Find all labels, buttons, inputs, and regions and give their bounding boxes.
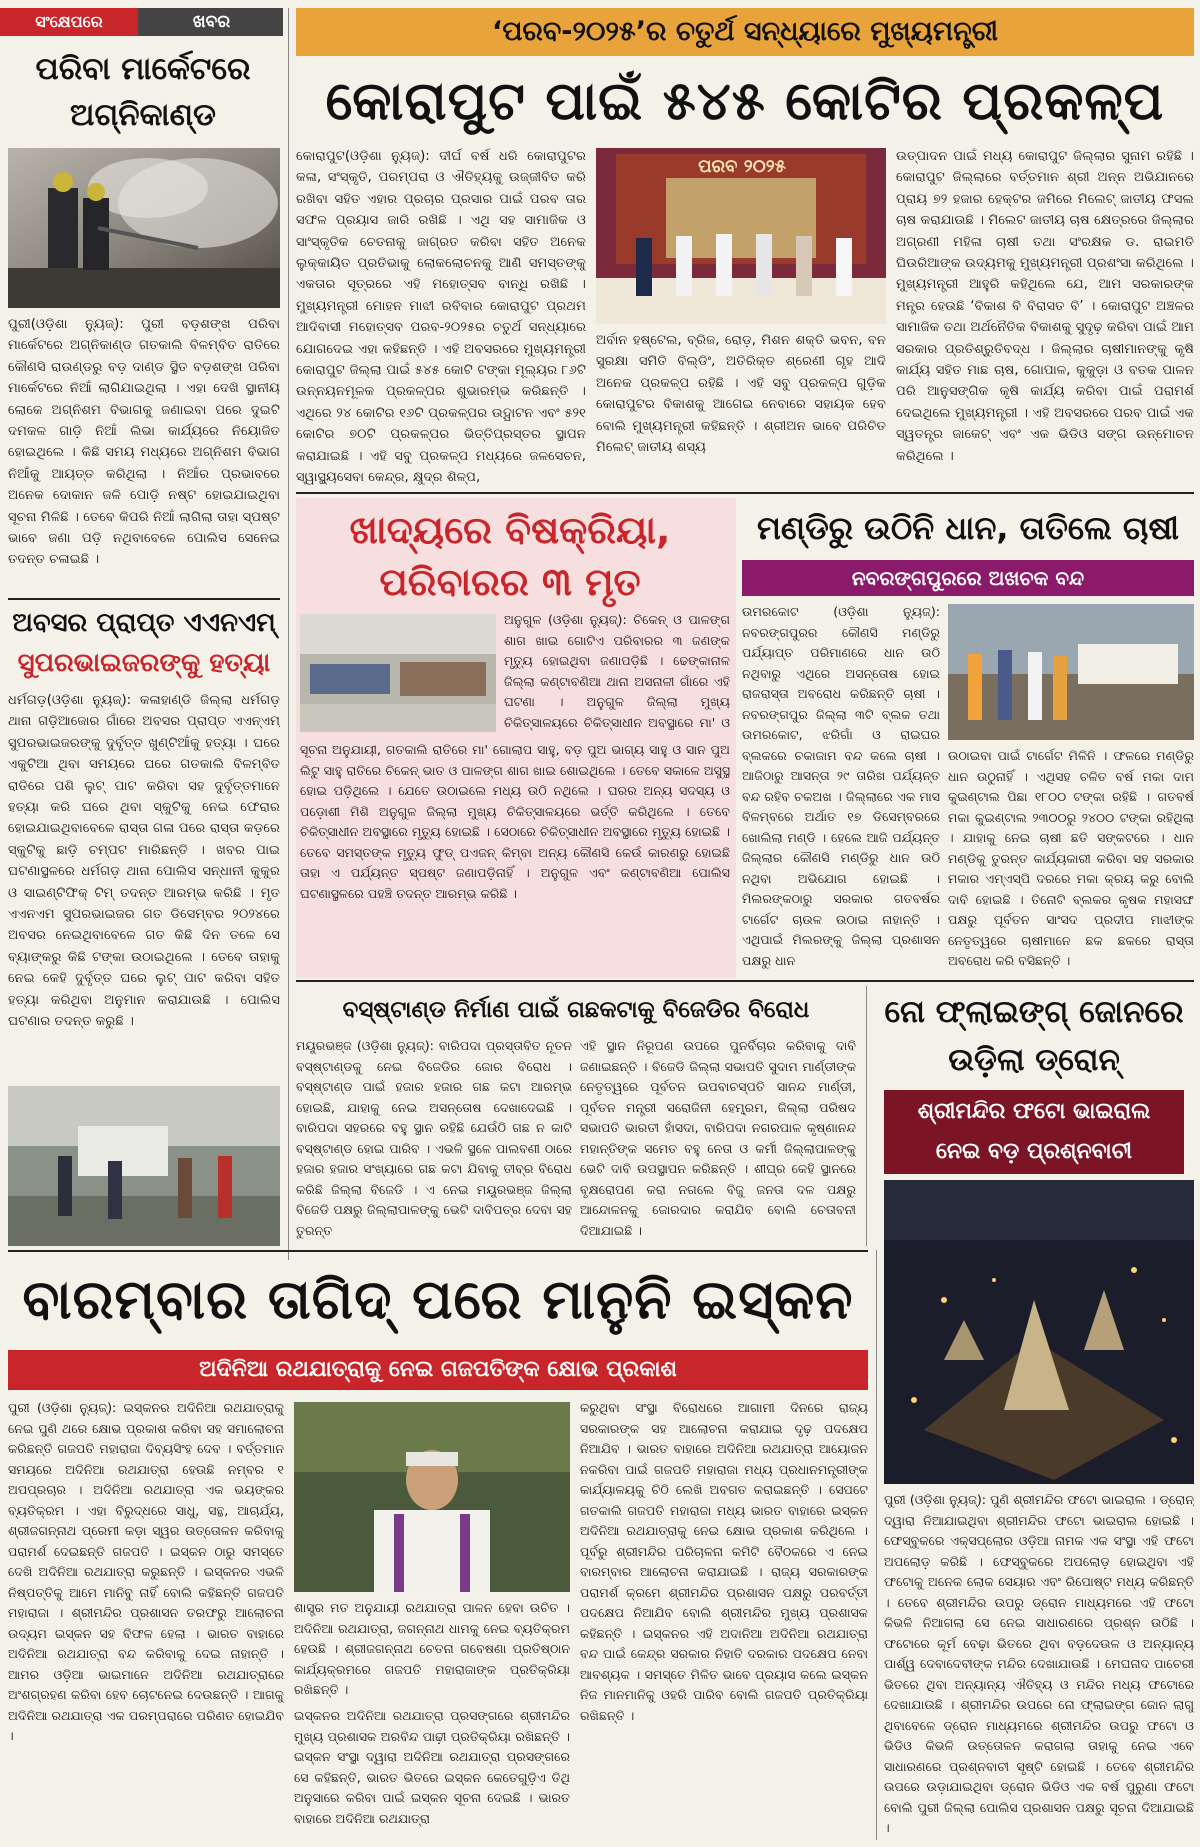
iskcon-subhead: ଅଦିନିଆ ରଥଯାତ୍ରାକୁ ନେଇ ଗଜପତିଙ୍କ କ୍ଷୋଭ ପ୍ରକାଶ xyxy=(8,1350,868,1390)
drone-subhead-2: ନେଇ ବଡ଼ ପ୍ରଶ୍ନବାଚୀ xyxy=(935,1139,1133,1164)
drone-headline-1: ନୋ ଫ୍ଲାଇଙ୍ଗ୍ ଜୋନରେ xyxy=(884,994,1184,1030)
lead-col-3: ଉତ୍ପାଦନ ପାଇଁ ମଧ୍ୟ କୋରାପୁଟ ଜିଲ୍ଲାର ସୁନାମ ରହିଛି । କୋରାପୁଟ ଜିଲ୍ଲାରେ ବର୍ତ୍ତମାନ ଶ୍ରୀ ଅନ୍ନ ଅଭିଯାନରେ ପ୍ରାୟ ୭୨ ହଜାର ହେକ୍ଟର ଜମିରେ ମିଲେଟ୍ ଜାତୀୟ ଫସଲ ଚାଷ କରାଯାଉଛି । ମିଲେଟ ଜାତୀୟ ଚାଷ କ୍ଷେତ୍ରରେ ଜିଲ୍ଲାର ଅଗ୍ରଣୀ ମହିଳା ଚାଷୀ ତଥା ସଂରକ୍ଷକ ଡ. ରାଇମତି ଘିଉରିଆଙ୍କ ଉଦ୍ୟମକୁ ମୁଖ୍ୟମନ୍ତ୍ରୀ ପ୍ରଶଂସା କରିଥିଲେ । ମୁଖ୍ୟମନ୍ତ୍ରୀ ଆହୁରି କହିଥିଲେ ଯେ, ଆମ ସରକାରଙ୍କ ମନ୍ତ୍ର ହେଉଛି ‘ବିକାଶ ବି ବିରାସତ ବି’ । କୋରାପୁଟ ଅଞ୍ଚଳର ସାମାଜିକ ତଥା ଅର୍ଥନୈତିକ ବିକାଶକୁ ସୁଦୃଢ଼ କରିବା ପାଇଁ ଆମ ସରକାର ପ୍ରତିଶ୍ରୁତିବଦ୍ଧ । ଜିଲ୍ଲାର ଚାଷୀମାନଙ୍କୁ କୃଷି କାର୍ଯ୍ୟ ସହିତ ମାଛ ଚାଷ, ଗୋପାଳ, କୁକୁଡ଼ା ଓ ବତକ ପାଳନ ପରି ଆନୁସଙ୍ଗିକ କୃଷି କାର୍ଯ୍ୟ କରିବା ପାଇଁ ପରାମର୍ଶ ଦେଇଥିଲେ ମୁଖ୍ୟମନ୍ତ୍ରୀ । ଏହି ଅବସରରେ ପରବ ପାଇଁ ଏକ ସ୍ୱତନ୍ତ୍ର ଜାକେଟ୍ ଏବଂ ଏକ ଭିଡିଓ ସଙ୍ଗ ଉନ୍ମୋଚନ କରିଥିଲେ । xyxy=(896,149,1194,464)
iskcon-col-1: ପୁରୀ (ଓଡ଼ିଶା ନ୍ୟୁଜ୍): ଇସ୍କନର ଅଦିନିଆ ରଥଯାତ୍ରାକୁ ନେଇ ପୁଣି ଥରେ କ୍ଷୋଭ ପ୍ରକାଶ କରିବା ସହ ସମାଲୋଚନା କରିଛନ୍ତି ଗଜପତି ମହାରାଜା ଦିବ୍ୟସିଂହ ଦେବ । ବର୍ତ୍ତମାନ ସମୟରେ ଅଦିନିଆ ରଥଯାତ୍ରା ହେଉଛି ନମ୍ବର ୧ ଅପପ୍ରଚାର । ଅଦିନିଆ ରଥଯାତ୍ରା ଏକ ଭୟଙ୍କର ବ୍ୟତିକ୍ରମ । ଏହା ବିରୁଦ୍ଧରେ ସାଧୁ, ସନ୍ଥ, ଆଚାର୍ଯ୍ୟ, ଶ୍ରୀଜଗନ୍ନାଥ ପ୍ରେମୀ କଡ଼ା ସ୍ୱର ଉତ୍ତୋଳନ କରିବାକୁ ପରାମର୍ଶ ଦେଇଛନ୍ତି ଗଜପତି । ଇସ୍କନ ଠାରୁ ସମସ୍ତେ ଦେଖି ଅଦିନିଆ ରଥଯାତ୍ରା କରୁଛନ୍ତି । ଇସ୍କନର ଏଭଳି ନିଷ୍ପତ୍ତିକୁ ଆମେ ମାନିବୁ ନାହିଁ ବୋଲି କହିଛନ୍ତି ଗଜପତି ମହାରାଜା । ଶ୍ରୀମନ୍ଦିର ପ୍ରଶାସନ ତରଫରୁ ଆଲୋଚନା ଉଦ୍ୟମ ଇସ୍କନ ସହ ବିଫଳ ହେଲା । ଭାରତ ବାହାରେ ଅଦିନିଆ ରଥଯାତ୍ରା ବନ୍ଦ କରିବାକୁ ଦେଇ ନାହାନ୍ତି । ଆମର ଓଡ଼ିଆ ଭାଇମାନେ ଅଦିନିଆ ରଥଯାତ୍ରାରେ ଅଂଶଗ୍ରହଣ କରିବା ହେବ ଚୋଟନେଇ ଦେଉଛନ୍ତି । ଆଗକୁ ଅଦିନିଆ ରଥଯାତ୍ରା ଏକ ପରମ୍ପରାରେ ପରିଣତ ହୋଇଯିବ । xyxy=(8,1400,284,1743)
brief-tag xyxy=(0,8,283,36)
poison-col-1: ଅନୁଗୁଳ (ଓଡ଼ିଶା ନ୍ୟୁଜ୍): ଚିକେନ୍ ଓ ପାଳଙ୍ଗ ଶାଗ ଖାଇ ଗୋଟିଏ ପରିବାରର ୩ ଜଣଙ୍କ ମୃତ୍ୟୁ ହୋଇଥିବା ଜଣାପଡ଼ିଛି । ଢେଙ୍କାନାଳ ଜିଲ୍ଲା କଣ୍ଟାବଣିଆ ଥାନା ଅସନାଳୀ ଗାଁରେ ଏହି ଘଟଣା । ଅନୁଗୁଳ ଜିଲ୍ଲା ମୁଖ୍ୟ ଚିକିତ୍ସାଳୟରେ ଚିକିତ୍ସାଧୀନ ଅବସ୍ଥାରେ ମା' ଓ xyxy=(504,612,730,730)
poison-col-2: ସୂଚନା ଅନୁଯାୟୀ, ଗତକାଲି ରାତିରେ ମା' ଗୋଲାପ ସାହୁ, ବଡ଼ ପୁଅ ଭାଗ୍ୟ ସାହୁ ଓ ସାନ ପୁଅ ଲିଟୁ ସାହୁ ରାତିରେ ଚିକେନ୍ ଭାତ ଓ ପାଳଙ୍ଗ ଶାଗ ଖାଇ ଶୋଇଥିଲେ । ତେବେ ସକାଳେ ଅସୁସ୍ଥ ହୋଇ ପଡ଼ିଥିଲେ । ଯେତେ ଉଠାଇଲେ ମଧ୍ୟ ଉଠି ନଥିଲେ । ଘରର ଅନ୍ୟ ସଦସ୍ୟ ଓ ପଡ଼ୋଶୀ ମିଶି ଅନୁଗୁଳ ଜିଲ୍ଲା ମୁଖ୍ୟ ଚିକିତ୍ସାଳୟରେ ଭର୍ତ୍ତି କରିଥିଲେ । ତେବେ ଚିକିତ୍ସାଧୀନ ଅବସ୍ଥାରେ ମୃତ୍ୟୁ ହୋଇଛି । ସେଠାରେ ଚିକିତ୍ସାଧୀନ ଅବସ୍ଥାରେ ମୃତ୍ୟୁ ହୋଇଛି । ତେବେ ସମସ୍ତଙ୍କ ମୃତ୍ୟୁ ଫୁଡ୍ ପଏଜନ୍ କିମ୍ବା ଅନ୍ୟ କୌଣସି କେଉଁ କାରଣରୁ ହୋଇଛି ତାହା ଏ ପର୍ଯ୍ୟନ୍ତ ସ୍ପଷ୍ଟ ଜଣାପଡ଼ିନାହିଁ । ଅନୁଗୁଳ ଏବଂ କଣ୍ଟାବଣିଆ ପୋଲିସ ଘଟଣାସ୍ଥଳରେ ପହଞ୍ଚି ତଦନ୍ତ ଆରମ୍ଭ କରିଛି । xyxy=(300,742,730,901)
paddy-protest-photo xyxy=(948,604,1194,740)
temple-drone-photo xyxy=(884,1180,1194,1484)
brief-body: ପୁରୀ(ଓଡ଼ିଶା ନ୍ୟୁଜ୍): ପୁରୀ ବଡ଼ଶଙ୍ଖ ପରିବା ମାର୍କେଟରେ ଅଗ୍ନିକାଣ୍ଡ ଗତକାଲି ବିଳମ୍ବିତ ରାତିରେ କୌଣସି ରାଉଣ୍ଡରୁ ବଡ଼ ଦାଣ୍ଡ ସ୍ଥିତ ବଡ଼ଶଙ୍ଖ ପରିବା ମାର୍କେଟରେ ନିଆଁ ଲାଗିଯାଇଥିଲା । ଏହା ଦେଖି ସ୍ଥାନୀୟ ଲୋକେ ଅଗ୍ନିଶମ ବିଭାଗକୁ ଜଣାଇବା ପରେ ଦୁଇଟି ଦମକଳ ଗାଡ଼ି ନିଆଁ ଲିଭା କାର୍ଯ୍ୟରେ ନିୟୋଜିତ ହୋଇଥିଲେ । କିଛି ସମୟ ମଧ୍ୟରେ ଅଗ୍ନିଶମ ବିଭାଗ ନିଆଁକୁ ଆୟତ୍ତ କରିଥିଲା । ନିଆଁର ପ୍ରଭାବରେ ଅନେକ ଦୋକାନ ଜଳି ପୋଡ଼ି ନଷ୍ଟ ହୋଇଯାଇଥିବା ସୂଚନା ମିଳିଛି । ତେବେ କିପରି ନିଆଁ ଲାଗିଲା ତାହା ସ୍ପଷ୍ଟ ଭାବେ ଜଣା ପଡ଼ି ନଥିବାବେଳେ ପୋଲିସ ସେନେଇ ତଦନ୍ତ ଚଳାଇଛି । xyxy=(8,317,280,568)
brief-tag-secondary: ଖବର xyxy=(192,12,231,32)
paddy-col-2: ଉଠାଇବା ପାଇଁ ଟାର୍ଗେଟ ମିଳିନି । ଫଳରେ ମଣ୍ଡିରୁ ଧାନ ଉଠୁନାହିଁ । ଏଥିସହ ଚଳିତ ବର୍ଷ ମକା ଦାମ କୁଇଣ୍ଟାଲ ପିଛା ୧୮୦୦ ଟଙ୍କା ରହିଛି । ଗତବର୍ଷ ମକା କୁଇଣ୍ଟାଲ ୨୩୦୦ରୁ ୨୪୦୦ ଟଙ୍କା ରହିଥିଲା । ଯାହାକୁ ନେଇ ଚାଷୀ ଛତି ସଙ୍କଟରେ । ଧାନ ମଣ୍ଡିକୁ ତୁରନ୍ତ କାର୍ଯ୍ୟକାରୀ କରିବା ସହ ସରକାର ମକାର ଏମ୍ଏସ୍ପି ଦରରେ ମକା କ୍ରୟ କରୁ ବୋଲି ଦାବି ହୋଇଛି । ତିନୋଟି ବ୍ଲକର କୃଷକ ମହାସଙ୍ଘ ପକ୍ଷରୁ ପୂର୍ବତନ ସାଂସଦ ପ୍ରଦୀପ ମାଝୀଙ୍କ ନେତୃତ୍ୱରେ ଚାଷୀମାନେ ଛକ ଛକରେ ରାସ୍ତା ଅବରୋଧ କରି ବସିଛନ୍ତି । xyxy=(948,748,1194,968)
anm-headline-2: ସୁପରଭାଇଜରଙ୍କୁ ହତ୍ୟା xyxy=(17,648,271,678)
anm-headline-1: ଅବସର ପ୍ରାପ୍ତ ଏଏନଏମ୍ xyxy=(12,608,276,638)
lead-event-photo xyxy=(596,148,886,324)
poison-headline-2: ପରିବାରର ୩ ମୃତ xyxy=(379,560,641,604)
bjd-col-1: ମୟୂରଭଞ୍ଜ (ଓଡ଼ିଶା ନ୍ୟୁଜ୍): ବାରିପଦା ପ୍ରସ୍ତାବିତ ନୂତନ ବସ୍ଷ୍ଟାଣ୍ଡକୁ ନେଇ ବିଜେଡିର ଜୋର ବିରୋଧ । ବସ୍ଷ୍ଟାଣ୍ଡ ପାଇଁ ହଜାର ହଜାର ଗଛ କଟା ଆରମ୍ଭ ହୋଇଛି, ଯାହାକୁ ନେଇ ଅସନ୍ତୋଷ ଦେଖାଦେଇଛି । ବାରିପଦା ସହରରେ ବହୁ ସ୍ଥାନ ରହିଛି ଯେଉଁଠି ଗଛ ନ କାଟି ବସ୍ଷ୍ଟାଣ୍ଡ ହୋଇ ପାରିବ । ଏଭଳି ସ୍ଥଳେ ପାଲବଣୀ ଠାରେ ହଜାର ହଜାର ସଂଖ୍ୟାରେ ଗଛ କଟା ଯିବାକୁ ତୀବ୍ର ବିରୋଧ କରିଛି ଜିଲ୍ଲା ବିଜେଡି । ଏ ନେଇ ମୟୂରଭଞ୍ଜ ଜିଲ୍ଲା ବିଜେଡି ପକ୍ଷରୁ ଜିଲ୍ଲାପାଳଙ୍କୁ ଭେଟି ଦାବିପତ୍ର ଦେବା ସହ ତୁରନ୍ତ xyxy=(296,1038,572,1238)
drone-headline-2: ଉଡ଼ିଲା ଡ୍ରୋନ୍ xyxy=(948,1042,1120,1078)
brief-headline: ପରିବା ମାର୍କେଟରେ ଅଗ୍ନିକାଣ୍ଡ xyxy=(35,51,251,133)
poison-hospital-photo xyxy=(300,614,496,732)
bjd-headline: ବସ୍ଷ୍ଟାଣ୍ଡ ନିର୍ମାଣ ପାଇଁ ଗଛକଟାକୁ ବିଜେଡିର ବିରୋଧ xyxy=(342,997,810,1023)
drone-subhead-1: ଶ୍ରୀମନ୍ଦିର ଫଟୋ ଭାଇରାଲ xyxy=(917,1099,1151,1124)
paddy-headline: ମଣ୍ଡିରୁ ଉଠିନି ଧାନ, ତାତିଲେ ଚାଷୀ xyxy=(756,509,1180,547)
lead-kicker: ‘ପରବ-୨୦୨୫’ର ଚତୁର୍ଥ ସନ୍ଧ୍ୟାରେ ମୁଖ୍ୟମନ୍ତ୍ରୀ xyxy=(296,8,1194,56)
gajapati-photo xyxy=(294,1402,570,1592)
paddy-col-1: ଉମରକୋଟ (ଓଡ଼ିଶା ନ୍ୟୁଜ୍): ନବରଙ୍ଗପୁରର କୌଣସି ମଣ୍ଡିରୁ ପର୍ଯ୍ୟାପ୍ତ ପରିମାଣରେ ଧାନ ଉଠି ନଥିବାରୁ ଏଥିରେ ଅସନ୍ତୋଷ ହୋଇ ରାଜରାସ୍ତା ଅବରୋଧ କରିଛନ୍ତି ଚାଷୀ । ନବରଙ୍ଗପୁର ଜିଲ୍ଲା ୩ଟି ବ୍ଲକ ତଥା ଉମରକୋଟ, ଝରିଗାଁ ଓ ରାଇଘର ବ୍ଲକରେ ଚକାଜାମ ବନ୍ଦ କଲେ ଚାଷୀ । ଆଜିଠାରୁ ଆସନ୍ତା ୨୯ ତାରିଖ ପର୍ଯ୍ୟନ୍ତ ବନ୍ଦ ରହିବ ଚକଅଖ । ଜିଲ୍ଲାରେ ଏକ ମାସ ବିଳମ୍ବରେ ଅର୍ଥାତ ୧୭ ଡିସେମ୍ବରରେ ଖୋଲିଲା ମଣ୍ଡି । ହେଲେ ଆଜି ପର୍ଯ୍ୟନ୍ତ ଜିଲ୍ଲାର କୌଣସି ମଣ୍ଡିରୁ ଧାନ ଉଠି ନଥିବା ଅଭିଯୋଗ ହୋଇଛି । ମିଲରଙ୍କଠାରୁ ସରକାର ଗତବର୍ଷର ଟାର୍ଗେଟ ଚାଉଳ ଉଠାଇ ନାହାନ୍ତି । ଏଥିପାଇଁ ମିଲରଙ୍କୁ ଜିଲ୍ଲା ପ୍ରଶାସନ ପକ୍ଷରୁ ଧାନ xyxy=(742,604,940,968)
poison-headline-1: ଖାଦ୍ୟରେ ବିଷକ୍ରିୟା, xyxy=(349,508,671,552)
drone-body: ପୁରୀ (ଓଡ଼ିଶା ନ୍ୟୁଜ୍): ପୁଣି ଶ୍ରୀମନ୍ଦିର ଫଟୋ ଭାଇରାଲ । ଡ୍ରୋନ୍ ଦ୍ୱାରା ନିଆଯାଇଥିବା ଶ୍ରୀମନ୍ଦିର ଫଟୋ ଭାଇରାଲ ହୋଇଛି । ଫେସ୍ବୁକରେ ଏକ୍ସପ୍ଲୋର ଓଡ଼ିଆ ନାମକ ଏକ ସଂସ୍ଥା ଏହି ଫଟୋ ଅପଲୋଡ଼ କରିଛି । ଫେସ୍ବୁକରେ ଅପଲୋଡ଼ ହୋଇଥିବା ଏହି ଫଟୋକୁ ଅନେକ ଲୋକ ସେୟାର ଏବଂ ରିପୋଷ୍ଟ ମଧ୍ୟ କରିଛନ୍ତି । ତେବେ ଶ୍ରୀମନ୍ଦିର ଉପରୁ ଡ୍ରୋନ ମାଧ୍ୟମରେ ଏହି ଫଟୋ କିଭଳି ନିଆଗଲା ସେ ନେଇ ସାଧାରଣରେ ପ୍ରଶ୍ନ ଉଠିଛି । ଫଟୋରେ କୂର୍ମ ବେଢ଼ା ଭିତରେ ଥିବା ବଡ଼ଦେଉଳ ଓ ଅନ୍ୟାନ୍ୟ ପାର୍ଶ୍ୱ ଦେବାଦେବୀଙ୍କ ମନ୍ଦିର ଦେଖାଯାଉଛି । ମେଘନାଦ ପାଚେରୀ ଭିତରେ ଥିବା ଅନ୍ୟାନ୍ୟ ଐତିହ୍ୟ ଓ ମନ୍ଦିର ମଧ୍ୟ ଫଟୋରେ ଦେଖାଯାଉଛି । ଶ୍ରୀମନ୍ଦିର ଉପରେ ନୋ ଫ୍ଲାଇଙ୍ଗ ଜୋନ ଲାଗୁ ଥିବାବେଳେ ଡ୍ରୋନ ମାଧ୍ୟମରେ ଶ୍ରୀମନ୍ଦିର ଉପରୁ ଫଟୋ ଓ ଭିଡିଓ କିଭଳି ଉତ୍ତୋଳନ କରାଗଲା ତାହାକୁ ନେଇ ଏବେ ସାଧାରଣରେ ପ୍ରଶ୍ନବାଚୀ ସୃଷ୍ଟି ହୋଇଛି । ତେବେ ଶ୍ରୀମନ୍ଦିର ଉପରେ ଉଡ଼ାଯାଇଥିବା ଡ୍ରୋନ ଭିଡିଓ ଏକ ବର୍ଷ ପୁରୁଣା ଫଟୋ ବୋଲି ପୁରୀ ଜିଲ୍ଲା ପୋଲିସ ପ୍ରଶାସନ ପକ୍ଷରୁ ସୂଚନା ଦିଆଯାଇଛି । xyxy=(884,1492,1194,1835)
lead-col-1: କୋରାପୁଟ(ଓଡ଼ିଶା ନ୍ୟୁଜ୍): ଦୀର୍ଘ ବର୍ଷ ଧରି କୋରାପୁଟର କଳା, ସଂସ୍କୃତି, ପରମ୍ପରା ଓ ଐତିହ୍ୟକୁ ଉଜ୍ଜୀବିତ କରି ରଖିବା ସହିତ ଏହାର ପ୍ରଚାର ପ୍ରସାର ପାଇଁ ପରବ ତାର ସଫଳ ପ୍ରୟାସ ଜାରି ରଖିଛି । ଏଥି ସହ ସାମାଜିକ ଓ ସାଂସ୍କୃତିକ ଚେତନାକୁ ଜାଗ୍ରତ କରିବା ସହିତ ଅନେକ ଲୁକ୍କାୟିତ ପ୍ରତିଭାକୁ ଲୋକଲୋଚନକୁ ଆଣି ସମସ୍ତଙ୍କୁ ଏକତାର ସୂତ୍ରରେ ଏହି ମହୋତ୍ସବ ବାନ୍ଧି ରଖିଛି । ମୁଖ୍ୟମନ୍ତ୍ରୀ ମୋହନ ମାଝୀ ରବିବାର କୋରାପୁଟ ପ୍ରଥମ ଆଦିବାସୀ ମହୋତ୍ସବ ପରବ-୨୦୨୫ର ଚତୁର୍ଥ ସନ୍ଧ୍ୟାରେ ଯୋଗଦେଇ ଏହା କହିଛନ୍ତି । ଏହି ଅବସରରେ ମୁଖ୍ୟମନ୍ତ୍ରୀ କୋରାପୁଟ ଜିଲ୍ଲା ପାଇଁ ୫୪୫ କୋଟି ଟଙ୍କା ମୂଲ୍ୟର ୮୬ଟି ଉନ୍ନୟନମୂଳକ ପ୍ରକଳ୍ପର ଶୁଭାରମ୍ଭ କରିଛନ୍ତି । ଏଥିରେ ୨୪ କୋଟିର ୧୬ଟି ପ୍ରକଳ୍ପର ଉଦ୍ଘାଟନ ଏବଂ ୫୨୧ କୋଟିର ୭୦ଟି ପ୍ରକଳ୍ପର ଭିତ୍ତିପ୍ରସ୍ତର ସ୍ଥାପନ କରାଯାଇଛି । ଏହି ସବୁ ପ୍ରକଳ୍ପ ମଧ୍ୟରେ ଜଳସେଚନ, ସ୍ୱାସ୍ଥ୍ୟସେବା କେନ୍ଦ୍ର, କ୍ଷୁଦ୍ର ଶିଳ୍ପ, xyxy=(296,149,586,486)
fire-photo xyxy=(8,148,280,308)
lead-headline: କୋରାପୁଟ ପାଇଁ ୫୪୫ କୋଟିର ପ୍ରକଳ୍ପ xyxy=(325,71,1165,132)
anm-police-photo xyxy=(8,1086,280,1246)
bjd-col-2: ଏହି ସ୍ଥାନ ନିରୂପଣ ଉପରେ ପୁନର୍ବିଚାର କରିବାକୁ ଦାବି ଜଣାଇଛନ୍ତି । ବିଜେଡି ଜିଲ୍ଲା ସଭାପତି ସୁଦାମ ମାର୍ଣ୍ଡୀଙ୍କ ନେତୃତ୍ୱରେ ପୂର୍ବତନ ଉପବାଚସ୍ପତି ସାନନ୍ଦ ମାର୍ଣ୍ଡୀ, ପୂର୍ବତନ ମନ୍ତ୍ରୀ ସରୋଜିନୀ ହେମ୍ବ୍ରମ, ଜିଲ୍ଲା ପରିଷଦ ସଭାପତି ଭାରତୀ ହାଁସଦା, ବାରିପଦା ନଗରପାଳ କୃଷ୍ଣାନନ୍ଦ ମହାନ୍ତିଙ୍କ ସମେତ ବହୁ ନେତା ଓ କର୍ମୀ ଜିଲ୍ଲାପାଳଙ୍କୁ ଭେଟି ଦାବି ଉପସ୍ଥାପନ କରିଛନ୍ତି । ଶୀଘ୍ର କେହି ସ୍ଥାନରେ ବୃକ୍ଷରୋପଣ କରା ନଗଲେ ବିଜୁ ଜନତା ଦଳ ପକ୍ଷରୁ ଆନ୍ଦୋଳନକୁ ଜୋରଦାର କରାଯିବ ବୋଲି ଚେତାବନୀ ଦିଆଯାଇଛି । xyxy=(580,1038,856,1238)
anm-body: ଧର୍ମଗଡ଼(ଓଡ଼ିଶା ନ୍ୟୁଜ୍): କଳାହାଣ୍ଡି ଜିଲ୍ଲା ଧର୍ମଗଡ଼ ଥାନା ଗଡ଼ିଆଜୋର ଗାଁରେ ଅବସର ପ୍ରାପ୍ତ ଏଏନ୍ଏମ୍ ସୁପରଭାଇଜରଙ୍କୁ ଦୁର୍ବୃତ୍ତ ଖୁଣ୍ଟିଆଁକୁ ହତ୍ୟା । ଘରେ ଏକୁଟିଆ ଥିବା ସମୟରେ ଘରେ ଗତକାଲି ବିଳମ୍ବିତ ରାତିରେ ପଶି ଲୁଟ୍ ପାଟ କରିବା ସହ ଦୁର୍ବୃତ୍ତମାନେ ହତ୍ୟା କରି ଘରେ ଥିବା ସ୍କୁଟିକୁ ନେଇ ଫେରାର ହୋଇଯାଇଥିବାବେଳେ ରାସ୍ତା ଗଳା ପରେ ରାସ୍ତା କଡ଼ରେ ସ୍କୁଟିକୁ ଛାଡ଼ି ଚମ୍ପଟ ମାରିଛନ୍ତି । ଖବର ପାଇ ଘଟଣାସ୍ଥଳରେ ଧର୍ମଗଡ଼ ଥାନା ପୋଲିସ ସନ୍ଧାନୀ କୁକୁର ଓ ସାଇଣ୍ଟିଫିକ୍ ଟିମ୍ ତଦନ୍ତ ଆରମ୍ଭ କରିଛି । ମୃତ ଏଏନଏମ ସୁପରଭାଇଜର ଗତ ଡିସେମ୍ବର ୨୦୨୪ରେ ଅବସର ନେଇଥିବାବେଳେ ଗତ କିଛି ଦିନ ତଳେ ସେ ବ୍ୟାଙ୍କରୁ କିଛି ଟଙ୍କା ଉଠାଇଥିଲେ । ତେବେ ତାହାକୁ ନେଇ କେହି ଦୁର୍ବୃତ୍ତ ଘରେ ଲୁଟ୍ ପାଟ କରିବା ସହିତ ହତ୍ୟା କରିଥିବା ଅନୁମାନ କରାଯାଉଛି । ପୋଲିସ ଘଟଣାର ତଦନ୍ତ କରୁଛି । xyxy=(8,693,280,1030)
iskcon-col-2a: ଶାସ୍ତ୍ର ମତ ଅନୁଯାୟୀ ରଥଯାତ୍ରା ପାଳନ ହେବା ଉଚିତ । ଅଦିନିଆ ରଥଯାତ୍ରା, ଜଗନ୍ନାଥ ଧାମକୁ ନେଇ ବ୍ୟତିକ୍ରମ ହେଉଛି । ଶ୍ରୀଜଗନ୍ନାଥ ଚେତନା ଗବେଷଣା ପ୍ରତିଷ୍ଠାନ କାର୍ଯ୍ୟକ୍ରମରେ ଗଜପତି ମହାରାଜାଙ୍କ ପ୍ରତିକ୍ରିୟା ରଖିଛନ୍ତି । xyxy=(294,1600,570,1697)
drone-subhead-box xyxy=(884,1090,1184,1174)
paddy-subhead: ନବରଙ୍ଗପୁରରେ ଅଖଚକ ବନ୍ଦ xyxy=(742,560,1194,596)
iskcon-col-2b: ଇସ୍କନର ଅଦିନିଆ ରଥଯାତ୍ରା ପ୍ରସଙ୍ଗରେ ଶ୍ରୀମନ୍ଦିର ମୁଖ୍ୟ ପ୍ରଶାସକ ଅରବିନ୍ଦ ପାଢ଼ୀ ପ୍ରତିକ୍ରିୟା ରଖିଛନ୍ତି । ଇସ୍କନ ସଂସ୍ଥା ଦ୍ୱାରା ଅଦିନିଆ ରଥଯାତ୍ରା ପ୍ରସଙ୍ଗରେ ସେ କହିଛନ୍ତି, ଭାରତ ଭିତରେ ଇସ୍କନ କେତେଗୁଡ଼ିଏ ତିଥି ଅନୁସାରେ କରିବା ପାଇଁ ଇସ୍କନ ସୂଚନା ଦେଇଛି । ଭାରତ ବାହାରେ ଅଦିନିଆ ରଥଯାତ୍ରା xyxy=(294,1708,570,1826)
iskcon-headline: ବାରମ୍ବାର ତାଗିଦ୍ ପରେ ମାନୁନି ଇସ୍କନ xyxy=(22,1268,854,1331)
iskcon-col-3: କରୁଥିବା ସଂସ୍ଥା ବିରୋଧରେ ଆଗାମୀ ଦିନରେ ରାଜ୍ୟ ସରକାରଙ୍କ ସହ ଆଲୋଚନା କରାଯାଇ ଦୃଢ଼ ପଦକ୍ଷେପ ନିଆଯିବ । ଭାରତ ବାହାରେ ଅଦିନିଆ ରଥଯାତ୍ରା ଆୟୋଜନ ନକରିବା ପାଇଁ ଗଜପତି ମହାରାଜା ମଧ୍ୟ ପ୍ରଧାନମନ୍ତ୍ରୀଙ୍କ କାର୍ଯ୍ୟାଳୟକୁ ଚିଠି ଲେଖି ଅବଗତ କରାଇଛନ୍ତି । ସେପଟେ ଗତକାଲି ଗଜପତି ମହାରାଜା ମଧ୍ୟ ଭାରତ ବାହାରେ ଇସ୍କନ ଅଦିନିଆ ରଥଯାତ୍ରାକୁ ନେଇ କ୍ଷୋଭ ପ୍ରକାଶ କରିଥିଲେ । ପୂର୍ବରୁ ଶ୍ରୀମନ୍ଦିର ପରିଚାଳନା କମିଟି ବୈଠକରେ ଏ ନେଇ ବାରମ୍ବାର ଆଲୋଚନା କରାଯାଇଛି । ରାଜ୍ୟ ସରକାରଙ୍କ ପରାମର୍ଶ କ୍ରମେ ଶ୍ରୀମନ୍ଦିର ପ୍ରଶାସନ ପକ୍ଷରୁ ପରବର୍ତ୍ତୀ ପଦକ୍ଷେପ ନିଆଯିବ ବୋଲି ଶ୍ରୀମନ୍ଦିର ମୁଖ୍ୟ ପ୍ରଶାସକ କହିଛନ୍ତି । ଇସ୍କନର ଏହି ଅଦାନିଆ ଅଦିନିଆ ରଥଯାତ୍ରା ବନ୍ଦ ପାଇଁ କେନ୍ଦ୍ର ସରକାର ନିହାତି ଦରକାର ପଦକ୍ଷେପ ନେବା ଆବଶ୍ୟକ । ସମସ୍ତେ ମିଳିତ ଭାବେ ପ୍ରୟାସ କଲେ ଇସ୍କନ ନିଜ ମାନମାନିକୁ ଓହରି ପାରିବ ବୋଲି ଗଜପତି ପ୍ରତିକ୍ରିୟା ରଖିଛନ୍ତି । xyxy=(580,1400,868,1723)
lead-photo-caption: ପରବ ୨୦୨୫ xyxy=(698,156,786,177)
lead-col-2: ଅର୍ବାନ ହଷ୍ଟେଲ, ବ୍ରିଜ, ରୋଡ଼, ମିଶନ ଶକ୍ତି ଭବନ, ବନ ସୁରକ୍ଷା ସମିତି ବିଲ୍ଡିଂ, ଅତିରିକ୍ତ ଶ୍ରେଣୀ ଗୃହ ଆଦି ଅନେକ ପ୍ରକଳ୍ପ ରହିଛି । ଏହି ସବୁ ପ୍ରକଳ୍ପ ଗୁଡ଼ିକ କୋରାପୁଟର ବିକାଶକୁ ଆଗେଇ ନେବାରେ ସହାୟକ ହେବ ବୋଲି ମୁଖ୍ୟମନ୍ତ୍ରୀ କହିଛନ୍ତି । ଶ୍ରୀଅନ ଭାବେ ପରିଚିତ ମିଲେଟ୍ ଜାତୀୟ ଶସ୍ୟ xyxy=(596,333,886,456)
brief-tag-primary: ସଂକ୍ଷେପରେ xyxy=(0,8,138,36)
